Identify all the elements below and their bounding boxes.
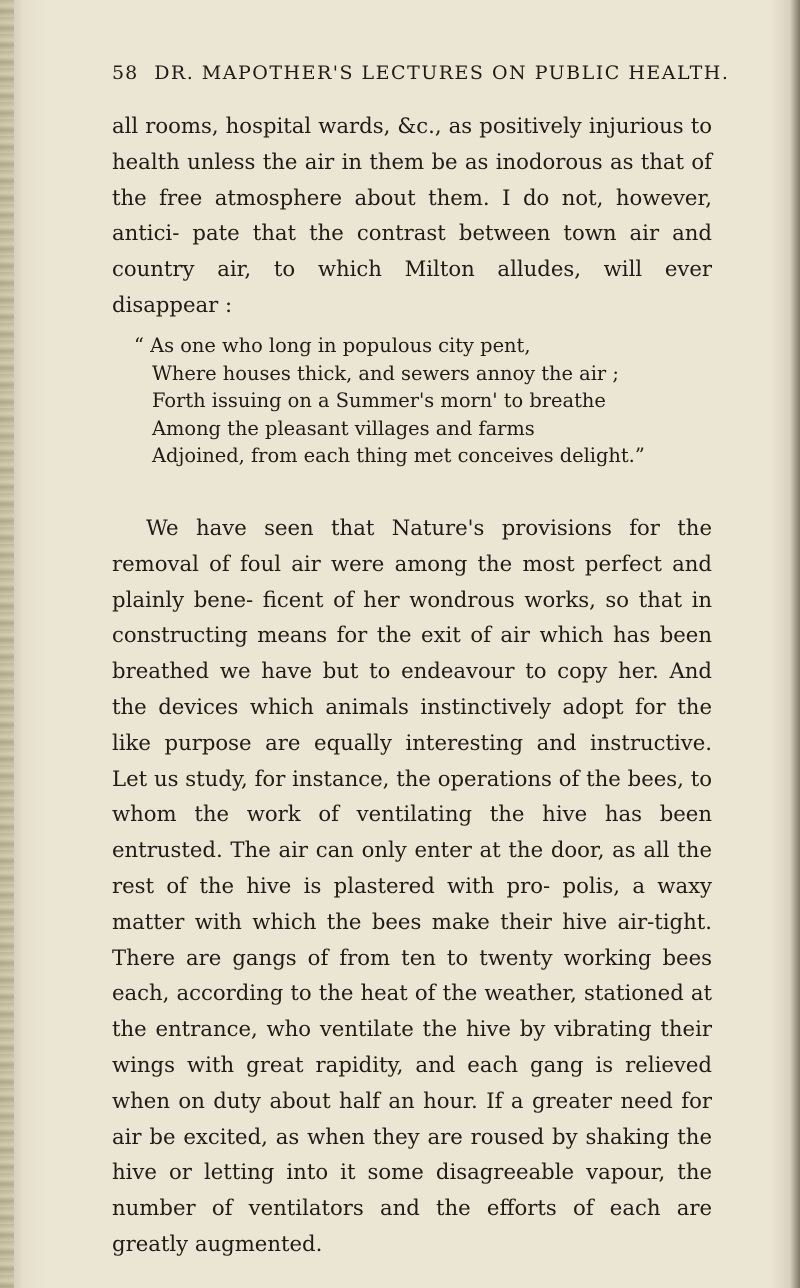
running-head (112, 62, 730, 84)
verse-line: Among the pleasant villages and farms (152, 416, 535, 440)
page-binding-edge (0, 0, 14, 1288)
paragraph-1-text: all rooms, hospital wards, &c., as positively injurious to health unless the air in them be as inodorous as that of the free atmosphere about them. I do not, however, antici- pate that the contrast between town air and country air, to which Milton alludes, will ever disappear : (112, 113, 712, 317)
running-title: DR. MAPOTHER'S LECTURES ON PUBLIC HEALTH. (154, 62, 730, 84)
page-number: 58 (112, 62, 139, 84)
verse-line: Where houses thick, and sewers annoy the air ; (152, 361, 619, 385)
verse-line: Forth issuing on a Summer's morn' to breathe (152, 389, 606, 413)
page-right-edge (790, 0, 800, 1288)
paragraph-2 (112, 510, 712, 1262)
paragraph-1 (112, 108, 712, 323)
verse-quotation (134, 332, 714, 470)
verse-line: “ As one who long in populous city pent, (134, 334, 531, 357)
verse-line: Adjoined, from each thing met conceives delight.” (152, 444, 645, 468)
paragraph-2-text: We have seen that Nature's provisions for the removal of foul air were among the most perfect and plainly bene- ficent of her wondrous works, so that in constructing means for the exit of air which has been breathed we have but to endeavour to copy her. And the devices which animals instinctively adopt for the like purpose are equally interesting and instructive. Let us study, for instance, the operations of the bees, to whom the work of ventilating the hive has been entrusted. The air can only enter at the door, as all the rest of the hive is plastered with pro- polis, a waxy matter with which the bees make their hive air-tight. There are gangs of from ten to twenty working bees each, according to the heat of the weather, stationed at the entrance, who ventilate the hive by vibrating their wings with great rapidity, and each gang is relieved when on duty about half an hour. If a greater need for air be excited, as when they are roused by shaking the hive or letting into it some disagreeable vapour, the number of ventilators and the efforts of each are greatly augmented. (112, 515, 712, 1256)
